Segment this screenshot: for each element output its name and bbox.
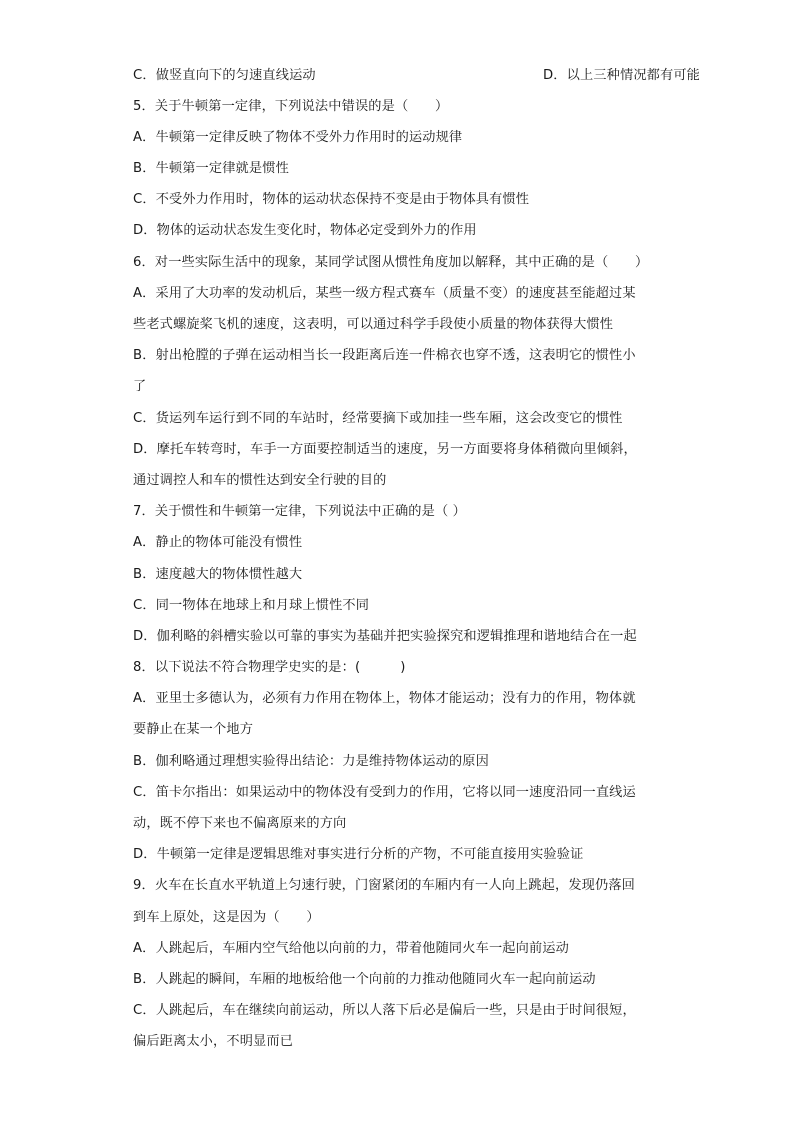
q4-option-d: D．以上三种情况都有可能 [543, 68, 701, 83]
q8-option-c-line1: C．笛卡尔指出：如果运动中的物体没有受到力的作用，它将以同一速度沿同一直线运 [133, 785, 636, 800]
q6-option-a-line2: 些老式螺旋桨飞机的速度，这表明，可以通过科学手段使小质量的物体获得大惯性 [133, 317, 614, 332]
q7-option-c: C．同一物体在地球上和月球上惯性不同 [133, 598, 370, 613]
question-5-stem: 5．关于牛顿第一定律，下列说法中错误的是（ ） [133, 99, 449, 114]
q8-option-d: D．牛顿第一定律是逻辑思维对事实进行分析的产物，不可能直接用实验验证 [133, 847, 584, 862]
q8-option-a-line2: 要静止在某一个地方 [133, 722, 254, 737]
q6-option-b-line2: 了 [133, 379, 147, 394]
q8-option-a-line1: A．亚里士多德认为，必须有力作用在物体上，物体才能运动；没有力的作用，物体就 [133, 691, 636, 706]
q8-option-c-line2: 动，既不停下来也不偏离原来的方向 [133, 816, 347, 831]
q5-option-a: A．牛顿第一定律反映了物体不受外力作用时的运动规律 [133, 130, 463, 145]
question-7-stem: 7．关于惯性和牛顿第一定律，下列说法中正确的是（ ） [133, 504, 466, 519]
q9-option-b: B．人跳起的瞬间，车厢的地板给他一个向前的力推动他随同火车一起向前运动 [133, 972, 596, 987]
q4-option-c: C．做竖直向下的匀速直线运动 [133, 68, 316, 83]
question-9-stem-line2: 到车上原处，这是因为（ ） [133, 910, 320, 925]
q7-option-a: A．静止的物体可能没有惯性 [133, 535, 303, 550]
q8-option-b: B．伽利略通过理想实验得出结论：力是维持物体运动的原因 [133, 754, 489, 769]
q9-option-c-line2: 偏后距离太小，不明显而已 [133, 1034, 294, 1049]
q9-option-c-line1: C．人跳起后，车在继续向前运动，所以人落下后必是偏后一些，只是由于时间很短， [133, 1003, 636, 1018]
q6-option-a-line1: A．采用了大功率的发动机后，某些一级方程式赛车（质量不变）的速度甚至能超过某 [133, 286, 636, 301]
q6-option-d-line1: D．摩托车转弯时，车手一方面要控制适当的速度，另一方面要将身体稍微向里倾斜， [133, 442, 637, 457]
question-6-stem: 6．对一些实际生活中的现象，某同学试图从惯性角度加以解释，其中正确的是（ ） [133, 255, 649, 270]
option-line [133, 66, 701, 86]
q5-option-d: D．物体的运动状态发生变化时，物体必定受到外力的作用 [133, 223, 477, 238]
q6-option-d-line2: 通过调控人和车的惯性达到安全行驶的目的 [133, 473, 387, 488]
q9-option-a: A．人跳起后，车厢内空气给他以向前的力，带着他随同火车一起向前运动 [133, 941, 569, 956]
q7-option-b: B．速度越大的物体惯性越大 [133, 567, 303, 582]
question-9-stem-line1: 9．火车在长直水平轨道上匀速行驶，门窗紧闭的车厢内有一人向上跳起，发现仍落回 [133, 878, 636, 893]
q5-option-b: B．牛顿第一定律就是惯性 [133, 161, 289, 176]
q7-option-d: D．伽利略的斜槽实验以可靠的事实为基础并把实验探究和逻辑推理和谐地结合在一起 [133, 629, 637, 644]
question-8-stem: 8．以下说法不符合物理学史实的是：( ) [133, 660, 406, 675]
q5-option-c: C．不受外力作用时，物体的运动状态保持不变是由于物体具有惯性 [133, 192, 530, 207]
q6-option-c: C．货运列车运行到不同的车站时，经常要摘下或加挂一些车厢，这会改变它的惯性 [133, 411, 623, 426]
q6-option-b-line1: B．射出枪膛的子弹在运动相当长一段距离后连一件棉衣也穿不透，这表明它的惯性小 [133, 348, 636, 363]
